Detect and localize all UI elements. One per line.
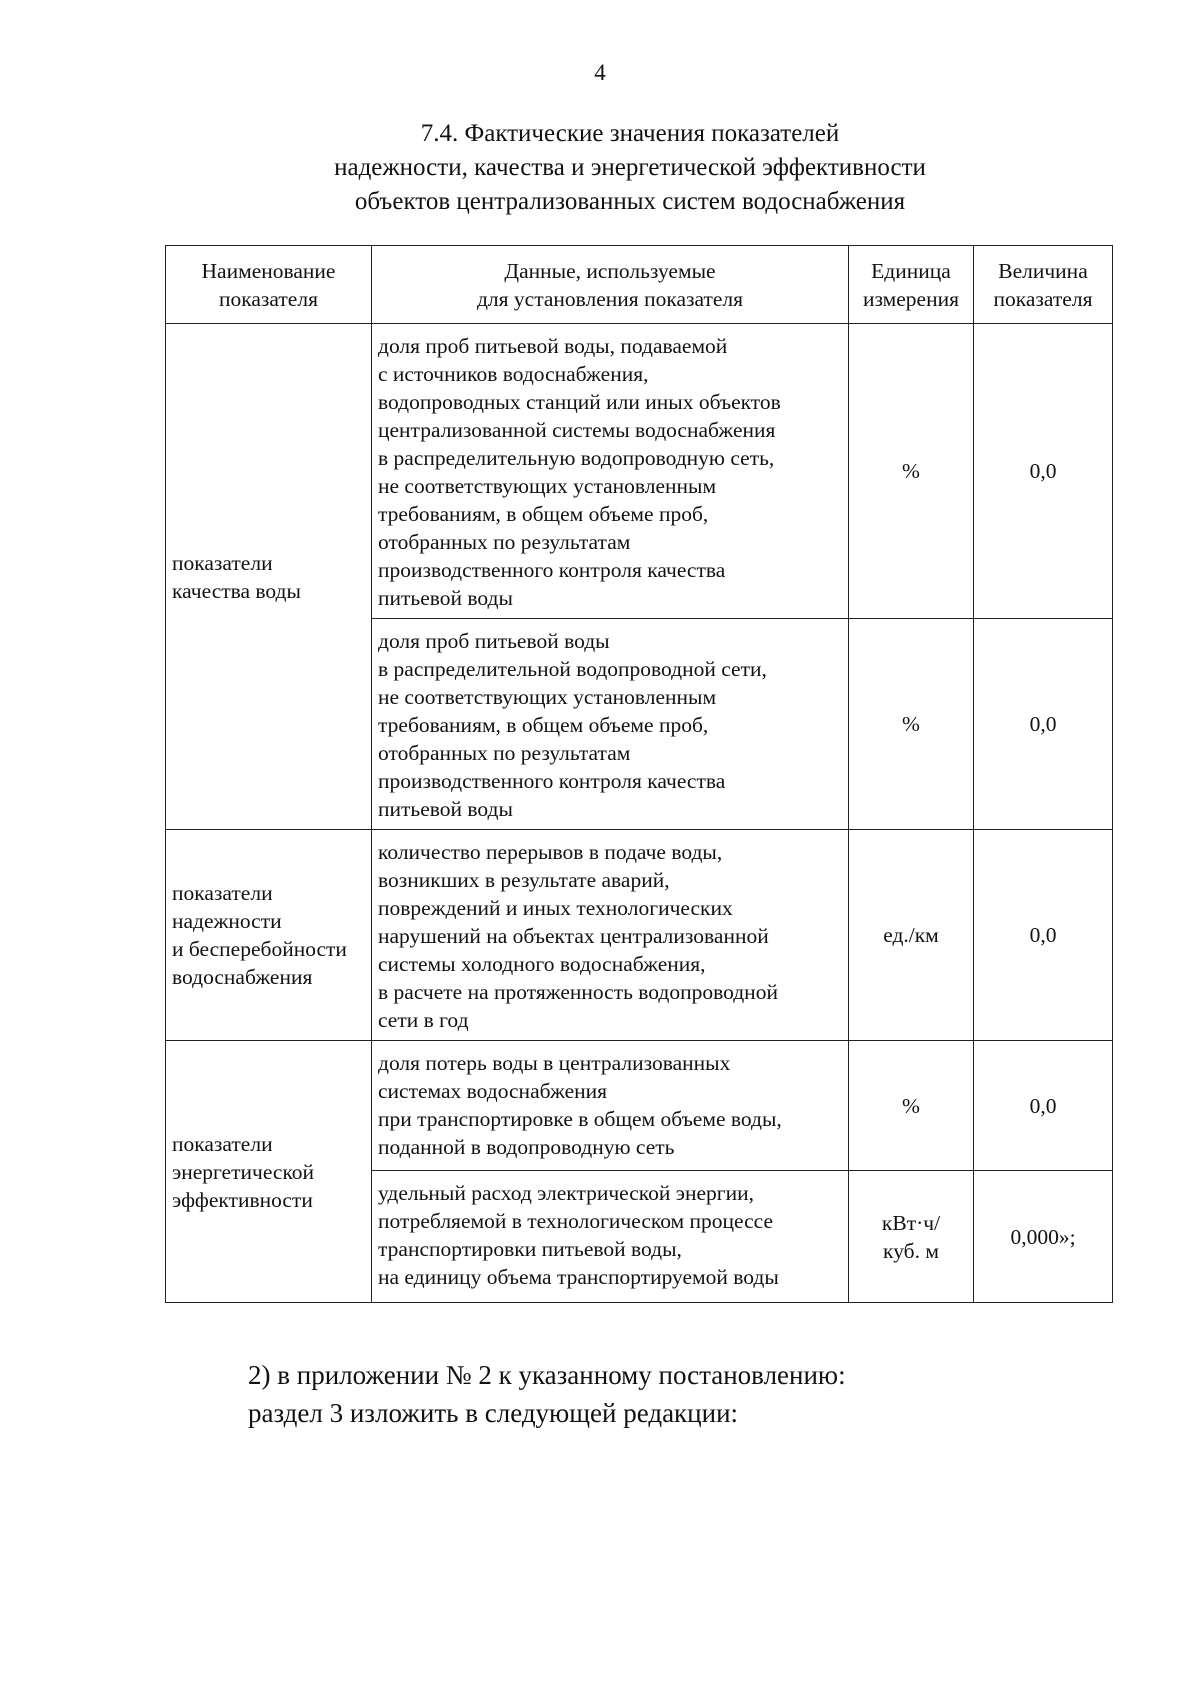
indicator-name-line: показатели <box>172 1131 273 1156</box>
indicator-unit <box>849 1041 974 1171</box>
source-data-line: питьевой воды <box>378 797 513 821</box>
indicator-unit <box>849 830 974 1041</box>
source-data-line: водопроводных станций или иных объектов <box>378 390 781 414</box>
source-data-line: централизованной системы водоснабжения <box>378 418 776 442</box>
source-data-line: поданной в водопроводную сеть <box>378 1135 675 1159</box>
indicator-name-line: показатели <box>172 550 273 575</box>
indicator-source-data <box>372 324 849 619</box>
source-data-line: в расчете на протяженность водопроводной <box>378 980 778 1004</box>
source-data-line: в распределительной водопроводной сети, <box>378 657 767 681</box>
indicator-source-data <box>372 830 849 1041</box>
indicator-value: 0,0 <box>974 1041 1113 1171</box>
section-title-line: объектов централизованных систем водоснабжения <box>354 188 906 215</box>
source-data-line: производственного контроля качества <box>378 558 726 582</box>
unit-line: кВт·ч/ <box>881 1210 941 1235</box>
indicator-value: 0,0 <box>974 619 1113 830</box>
source-data-line: в распределительную водопроводную сеть, <box>378 446 775 470</box>
unit-line: % <box>902 459 920 483</box>
source-data-line: не соответствующих установленным <box>378 474 717 498</box>
page-number: 4 <box>594 60 606 85</box>
table-header-row <box>166 246 1113 324</box>
source-data-line: системах водоснабжения <box>378 1079 608 1103</box>
unit-line: % <box>902 712 920 736</box>
indicator-value: 0,000»; <box>974 1171 1113 1303</box>
indicator-unit <box>849 324 974 619</box>
indicator-name-line: надежности <box>172 909 282 933</box>
indicators-table <box>165 245 1113 1303</box>
indicator-name-line: эффективности <box>172 1187 313 1212</box>
indicator-value: 0,0 <box>974 830 1113 1041</box>
source-data-line: сети в год <box>378 1008 469 1032</box>
unit-line: ед./км <box>883 923 939 947</box>
source-data-line: удельный расход электрической энергии, <box>378 1181 755 1205</box>
source-data-line: отобранных по результатам <box>378 530 631 554</box>
indicator-group-name <box>166 324 372 830</box>
source-data-line: возникших в результате аварий, <box>378 868 670 892</box>
source-data-line: доля потерь воды в централизованных <box>378 1051 731 1075</box>
indicator-value: 0,0 <box>974 324 1113 619</box>
indicator-unit <box>849 1171 974 1303</box>
amendment-line: раздел 3 изложить в следующей редакции: <box>248 1398 739 1428</box>
indicator-source-data <box>372 619 849 830</box>
source-data-line: доля проб питьевой воды, подаваемой <box>378 334 728 358</box>
indicator-name-line: и бесперебойности <box>172 937 347 961</box>
indicator-group-name <box>166 830 372 1041</box>
header-value: Величина показателя <box>974 246 1113 324</box>
indicator-name-line: показатели <box>172 881 273 905</box>
indicator-name-line: качества воды <box>172 578 301 603</box>
header-indicator-name: Наименование показателя <box>166 246 372 324</box>
table-row <box>166 830 1113 1041</box>
header-unit: Единица измерения <box>849 246 974 324</box>
source-data-line: отобранных по результатам <box>378 741 631 765</box>
indicator-source-data <box>372 1171 849 1303</box>
table-body <box>166 324 1113 1303</box>
section-title <box>200 117 1060 219</box>
amendment-text <box>248 1356 1148 1432</box>
indicator-group-name <box>166 1041 372 1303</box>
source-data-line: системы холодного водоснабжения, <box>378 952 706 976</box>
unit-line: % <box>902 1093 920 1118</box>
indicator-unit <box>849 619 974 830</box>
amendment-line: 2) в приложении № 2 к указанному постановлению: <box>248 1360 846 1390</box>
source-data-line: нарушений на объектах централизованной <box>378 924 769 948</box>
source-data-line: при транспортировке в общем объеме воды, <box>378 1107 782 1131</box>
source-data-line: производственного контроля качества <box>378 769 726 793</box>
source-data-line: требованиям, в общем объеме проб, <box>378 502 709 526</box>
source-data-line: на единицу объема транспортируемой воды <box>378 1265 779 1289</box>
source-data-line: количество перерывов в подаче воды, <box>378 840 723 864</box>
section-title-line: надежности, качества и энергетической эффективности <box>334 154 926 181</box>
source-data-line: питьевой воды <box>378 586 513 610</box>
indicator-name-line: энергетической <box>172 1159 315 1184</box>
source-data-line: с источников водоснабжения, <box>378 362 649 386</box>
header-source-data: Данные, используемые для установления показателя <box>372 246 849 324</box>
section-title-line: 7.4. Фактические значения показателей <box>420 120 840 147</box>
source-data-line: доля проб питьевой воды <box>378 629 610 653</box>
table-row <box>166 1041 1113 1171</box>
source-data-line: не соответствующих установленным <box>378 685 717 709</box>
source-data-line: требованиям, в общем объеме проб, <box>378 713 709 737</box>
unit-line: куб. м <box>883 1238 939 1263</box>
table-row <box>166 324 1113 619</box>
source-data-line: повреждений и иных технологических <box>378 896 733 920</box>
source-data-line: транспортировки питьевой воды, <box>378 1237 682 1261</box>
indicator-name-line: водоснабжения <box>172 965 313 989</box>
indicator-source-data <box>372 1041 849 1171</box>
source-data-line: потребляемой в технологическом процессе <box>378 1209 774 1233</box>
